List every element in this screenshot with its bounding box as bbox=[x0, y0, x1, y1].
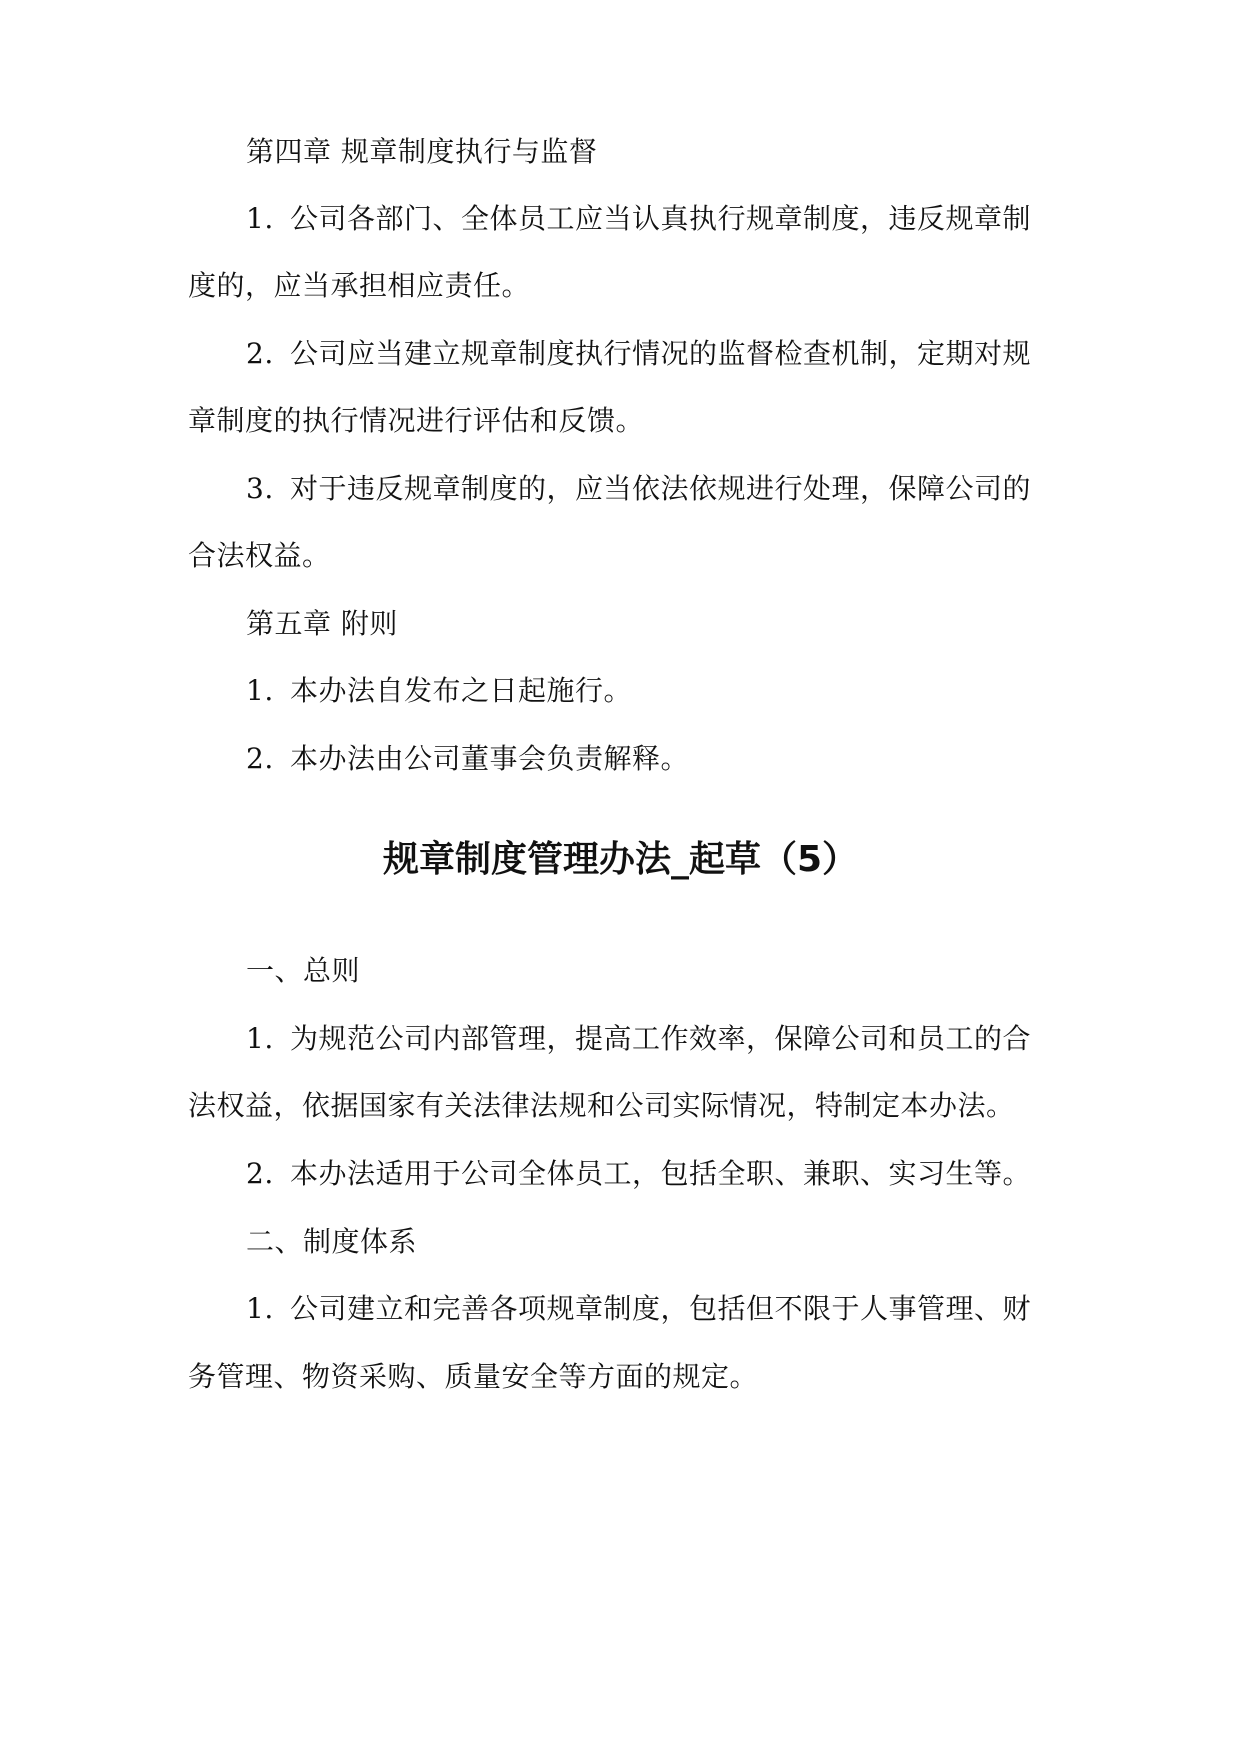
paragraph-text: 本办法适用于公司全体员工，包括全职、兼职、实习生等。 bbox=[290, 1157, 1032, 1190]
paragraph-line: 章制度的执行情况进行评估和反馈。 bbox=[188, 404, 645, 437]
paragraph-line: 度的，应当承担相应责任。 bbox=[188, 269, 531, 302]
paragraph-line: 合法权益。 bbox=[188, 539, 331, 572]
paragraph-line bbox=[246, 671, 1060, 711]
paragraph-text: 为规范公司内部管理，提高工作效率，保障公司和员工的合 bbox=[290, 1022, 1032, 1055]
list-number: 1. bbox=[246, 1022, 274, 1055]
chapter-heading: 第五章 附则 bbox=[246, 607, 398, 640]
list-number: 1. bbox=[246, 1292, 274, 1325]
list-number: 3. bbox=[246, 472, 274, 505]
paragraph-line bbox=[246, 739, 1060, 779]
section-heading: 一、总则 bbox=[246, 954, 361, 987]
paragraph-text: 公司建立和完善各项规章制度，包括但不限于人事管理、财 bbox=[290, 1292, 1032, 1325]
paragraph-line: 务管理、物资采购、质量安全等方面的规定。 bbox=[188, 1360, 759, 1393]
paragraph-text: 本办法由公司董事会负责解释。 bbox=[290, 742, 690, 775]
paragraph-line bbox=[246, 199, 1060, 239]
paragraph-line bbox=[246, 1154, 1060, 1194]
paragraph-text: 对于违反规章制度的，应当依法依规进行处理，保障公司的 bbox=[290, 472, 1032, 505]
paragraph-line bbox=[246, 469, 1060, 509]
chapter-heading: 第四章 规章制度执行与监督 bbox=[246, 135, 598, 168]
section-heading: 二、制度体系 bbox=[246, 1225, 418, 1258]
list-number: 2. bbox=[246, 1157, 274, 1190]
document-title: 规章制度管理办法_起草（5） bbox=[382, 839, 859, 880]
paragraph-text: 公司各部门、全体员工应当认真执行规章制度，违反规章制 bbox=[290, 202, 1032, 235]
list-number: 1. bbox=[246, 674, 274, 707]
paragraph-text: 本办法自发布之日起施行。 bbox=[290, 674, 633, 707]
list-number: 1. bbox=[246, 202, 274, 235]
paragraph-line bbox=[246, 334, 1060, 374]
paragraph-line bbox=[246, 1289, 1060, 1329]
list-number: 2. bbox=[246, 742, 274, 775]
list-number: 2. bbox=[246, 337, 274, 370]
paragraph-line: 法权益，依据国家有关法律法规和公司实际情况，特制定本办法。 bbox=[188, 1089, 1015, 1122]
paragraph-text: 公司应当建立规章制度执行情况的监督检查机制，定期对规 bbox=[290, 337, 1032, 370]
paragraph-line bbox=[246, 1019, 1060, 1059]
